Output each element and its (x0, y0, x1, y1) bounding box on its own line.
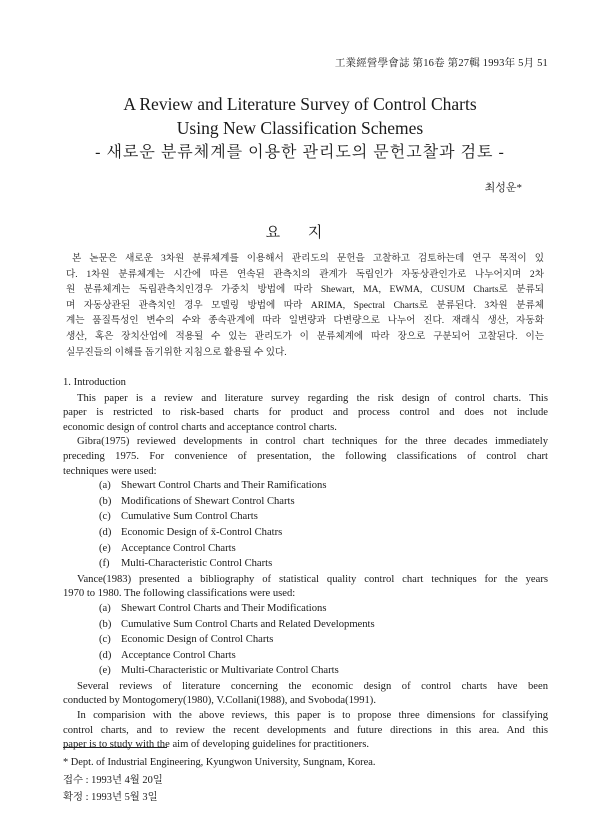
journal-header: 工業經營學會誌 第16卷 第27輯 1993年 5月 51 (334, 58, 548, 69)
list-item: (e) Multi-Characteristic or Multivariate Control Charts (99, 665, 339, 677)
text-line: conducted by Montogomery(1980), V.Collani(1988), and Svoboda(1991). (63, 695, 376, 707)
affiliation-footnote: * Dept. of Industrial Engineering, Kyungwon University, Sungnam, Korea. (63, 757, 376, 768)
text-line: economic design of control charts and acceptance control charts. (63, 421, 337, 433)
classification-list-gibra (63, 479, 548, 573)
text-line: paper is to study with the aim of developing guidelines for practitioners. (63, 739, 369, 751)
abstract-line: 실무진들의 이해를 돕기위한 지침으로 활용될 수 있다. (66, 346, 287, 358)
text-line: techniques were used: (63, 465, 157, 477)
abstract-line: 원 분류체계는 독립관측치인경우 가중치 방법에 따라 Shewart, MA, EWMA, CUSUM Charts로 분류되 (66, 284, 544, 296)
abstract-line: 본 논문은 새로운 3차원 분류체계를 이용해서 관리도의 문헌을 고찰하고 검토하는데 연구 목적이 있 (72, 253, 544, 264)
list-item: (b) Cumulative Sum Control Charts and Related Developments (99, 618, 375, 630)
abstract-line: 며 자동상관된 관측치인 경우 모델링 방법에 따라 ARIMA, Spectral Charts로 분류된다. 3차원 분류체 (66, 299, 544, 311)
received-date: 접수 : 1993년 4월 20일 (63, 774, 163, 786)
text-line: Gibra(1975) reviewed developments in control chart techniques for the three decades immediately (77, 436, 548, 448)
paragraph-3 (63, 573, 548, 602)
list-item: (f) Multi-Characteristic Control Charts (99, 558, 273, 570)
list-item: (e) Acceptance Control Charts (99, 542, 236, 554)
list-item: (b) Modifications of Shewart Control Charts (99, 495, 295, 507)
paragraph-4 (63, 680, 548, 709)
list-item: (c) Cumulative Sum Control Charts (99, 511, 258, 523)
korean-subtitle: - 새로운 분류체계를 이용한 관리도의 문헌고찰과 검토 - (95, 144, 505, 161)
list-item: (a) Shewart Control Charts and Their Modifications (99, 602, 327, 614)
footnotes (63, 754, 375, 807)
list-item: (c) Economic Design of Control Charts (99, 634, 274, 646)
text-line: Several reviews of literature concerning the economic design of control charts have been (77, 680, 548, 692)
text-line: 1970 to 1980. The following classifications were used: (63, 588, 296, 600)
abstract-heading: 요 지 (265, 225, 335, 241)
text-line: In comparision with the above reviews, this paper is to propose three dimensions for classifying (77, 710, 548, 722)
text-line: control charts, and to review the recent developments and future directions in this area. And this (63, 724, 548, 736)
list-item: (d) Acceptance Control Charts (99, 649, 236, 661)
text-line: Vance(1983) presented a bibliography of statistical quality control chart techniques for the years (77, 573, 548, 585)
title-line-1: A Review and Literature Survey of Control Charts (123, 94, 477, 114)
text-line: paper is restricted to risk-based charts for product and process control and does not include (63, 407, 548, 419)
abstract-line: 다. 1차원 분류체계는 시간에 따른 연속된 관측치의 관계가 독립인가 자동상관인가로 나누어지며 2차 (66, 268, 544, 280)
body-text (63, 376, 548, 753)
abstract-line: 계는 품질특성인 변수의 수와 종속관계에 따라 일변량과 다변량으로 나누어 진다. 재래식 생산, 자동화 (66, 315, 544, 327)
abstract (66, 251, 544, 360)
author: 최성운* (484, 182, 522, 194)
text-line: preceding 1975. For convenience of presentation, the following classifications of control chart (63, 450, 548, 462)
list-item: (a) Shewart Control Charts and Their Ramifications (99, 480, 327, 492)
title-line-2: Using New Classification Schemes (176, 118, 424, 138)
section-heading: 1. Introduction (63, 377, 126, 388)
classification-list-vance (63, 602, 548, 680)
paragraph-1 (63, 392, 548, 436)
list-item: (d) Economic Design of x̄-Control Chatrs (99, 526, 283, 538)
accepted-date: 확정 : 1993년 5월 3일 (63, 792, 158, 804)
footnote-divider (63, 747, 167, 748)
paragraph-2 (63, 435, 548, 479)
text-line: This paper is a review and literature survey regarding the risk design of control charts. This (77, 392, 548, 404)
abstract-line: 생산, 혹은 장치산업에 적용될 수 있는 관리도가 이 분류체계에 따라 장으로 구분되어 고찰된다. 이는 (66, 330, 544, 342)
